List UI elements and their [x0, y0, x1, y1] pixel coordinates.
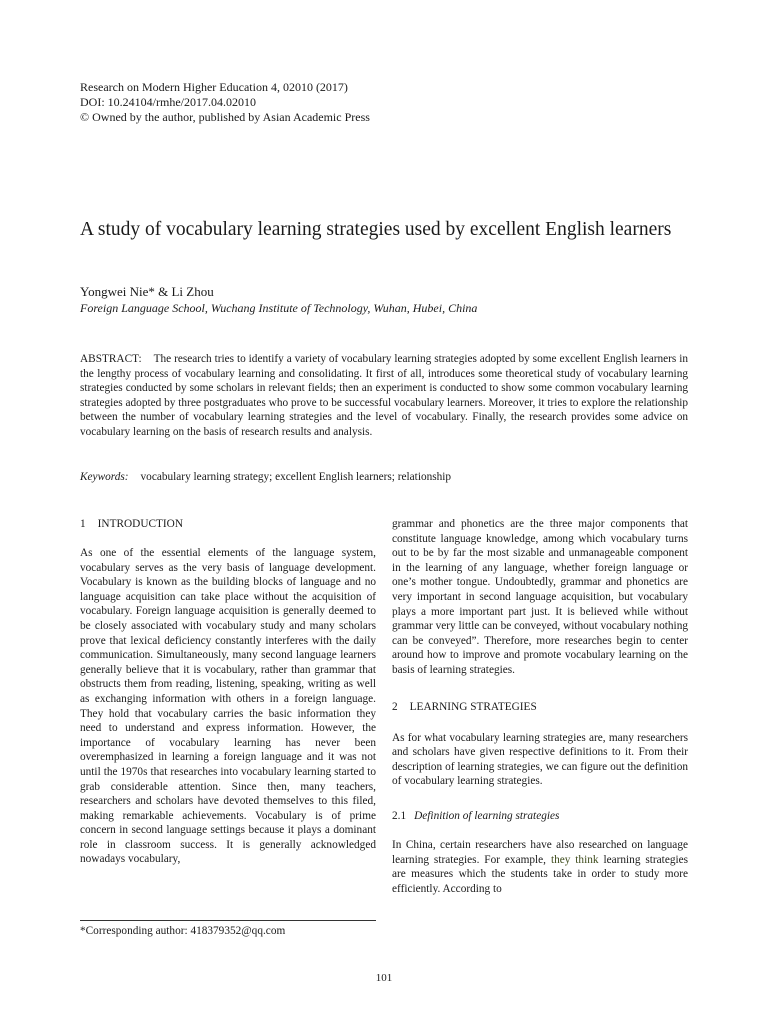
section-title: INTRODUCTION: [97, 518, 184, 530]
section-number: 2: [392, 700, 398, 713]
section-number: 1: [80, 518, 86, 530]
paper-title: A study of vocabulary learning strategies used by excellent English learners: [80, 219, 672, 240]
footnote-rule: [80, 920, 376, 921]
right-column: [392, 517, 688, 896]
corresponding-author-footnote: *Corresponding author: 418379352@qq.com: [80, 925, 286, 937]
subsection-title: Definition of learning strategies: [414, 809, 560, 822]
definition-paragraph: [392, 838, 688, 896]
author-list: Yongwei Nie* & Li Zhou: [80, 284, 214, 299]
abstract-text: The research tries to identify a variety of vocabulary learning strategies adopted by some excellent English learners in the lengthy process of vocabulary learning and consolidating. It first of all, introduces some theoretical study of vocabulary learning strategies conducted by some scholars in relevant fields; then an experiment is conducted to show some common vocabulary learning strategies adopted by three postgraduates who prove to be successful vocabulary learners. Moreover, it tries to explore the relationship between the number of vocabulary learning strategies and the level of vocabulary. Finally, the research provides some advice on vocabulary learning on the basis of research results and analysis.: [80, 353, 688, 438]
keywords-label: Keywords:: [80, 471, 129, 483]
abstract-label: ABSTRACT:: [80, 353, 142, 365]
section-title: LEARNING STRATEGIES: [409, 700, 537, 713]
journal-citation: Research on Modern Higher Education 4, 02010 (2017): [80, 80, 348, 94]
introduction-paragraph: As one of the essential elements of the language system, vocabulary serves as the very basis of language development. Vocabulary is known as the building blocks of language and no language acquisition can take place without the acquisition of vocabulary. Foreign language acquisition is generally deemed to be closely associated with vocabulary study and many scholars prove that lexical deficiency constantly interferes with the daily communication. Simultaneously, many second language learners generally believe that it is vocabulary, rather than grammar that obstructs them from reading, listening, speaking, writing as well as exchanging information with others in a foreign language. They hold that vocabulary carries the basic information they need to understand and express information. However, the importance of vocabulary learning has never been overemphasized in learning a foreign language and it was not until the 1970s that researches into vocabulary learning started to grab considerable attention. Since then, many teachers, researchers and scholars have devoted themselves to this filed, making remarkable achievements. Vocabulary is of prime concern in second language settings because it plays a dominant role in classroom success. It is generally acknowledged nowadays vocabulary,: [80, 547, 376, 866]
copyright-notice: © Owned by the author, published by Asian Academic Press: [80, 110, 370, 124]
abstract: [80, 352, 688, 440]
section-heading-learning-strategies: [392, 700, 688, 715]
page-number: 101: [375, 972, 393, 984]
highlighted-phrase: they think: [550, 853, 599, 866]
definition-text-after: learning strategies are measures which the students take in order to study more efficiently. According to: [392, 853, 689, 895]
doi: DOI: 10.24104/rmhe/2017.04.02010: [80, 95, 256, 109]
learning-strategies-paragraph: As for what vocabulary learning strategies are, many researchers and scholars have given respective definitions to it. From their description of learning strategies, we can figure out the definition of vocabulary learning strategies.: [392, 731, 688, 788]
subsection-heading-definition: [392, 809, 688, 824]
left-column: [80, 517, 376, 867]
subsection-number: 2.1: [392, 809, 407, 822]
section-heading-introduction: [80, 517, 376, 532]
keywords-text: vocabulary learning strategy; excellent English learners; relationship: [140, 471, 452, 483]
definition-text-before: In China, certain researchers have also researched on language learning strategies. For example,: [392, 838, 688, 866]
introduction-paragraph-continued: grammar and phonetics are the three major components that constitute language knowledge, among which vocabulary turns out to be by far the most sizable and unmanageable component in the learning of any language, whether foreign language or one’s mother tongue. Undoubtedly, grammar and phonetics are very important in second language acquisition, but vocabulary plays a more important part just. It is believed while without grammar very little can be conveyed, without vocabulary nothing can be conveyed”. Therefore, more researches begin to center around how to improve and promote vocabulary learning on the basis of learning strategies.: [392, 518, 688, 676]
journal-header: [80, 80, 370, 125]
keywords: [80, 470, 451, 485]
author-affiliation: Foreign Language School, Wuchang Institute of Technology, Wuhan, Hubei, China: [80, 301, 478, 315]
